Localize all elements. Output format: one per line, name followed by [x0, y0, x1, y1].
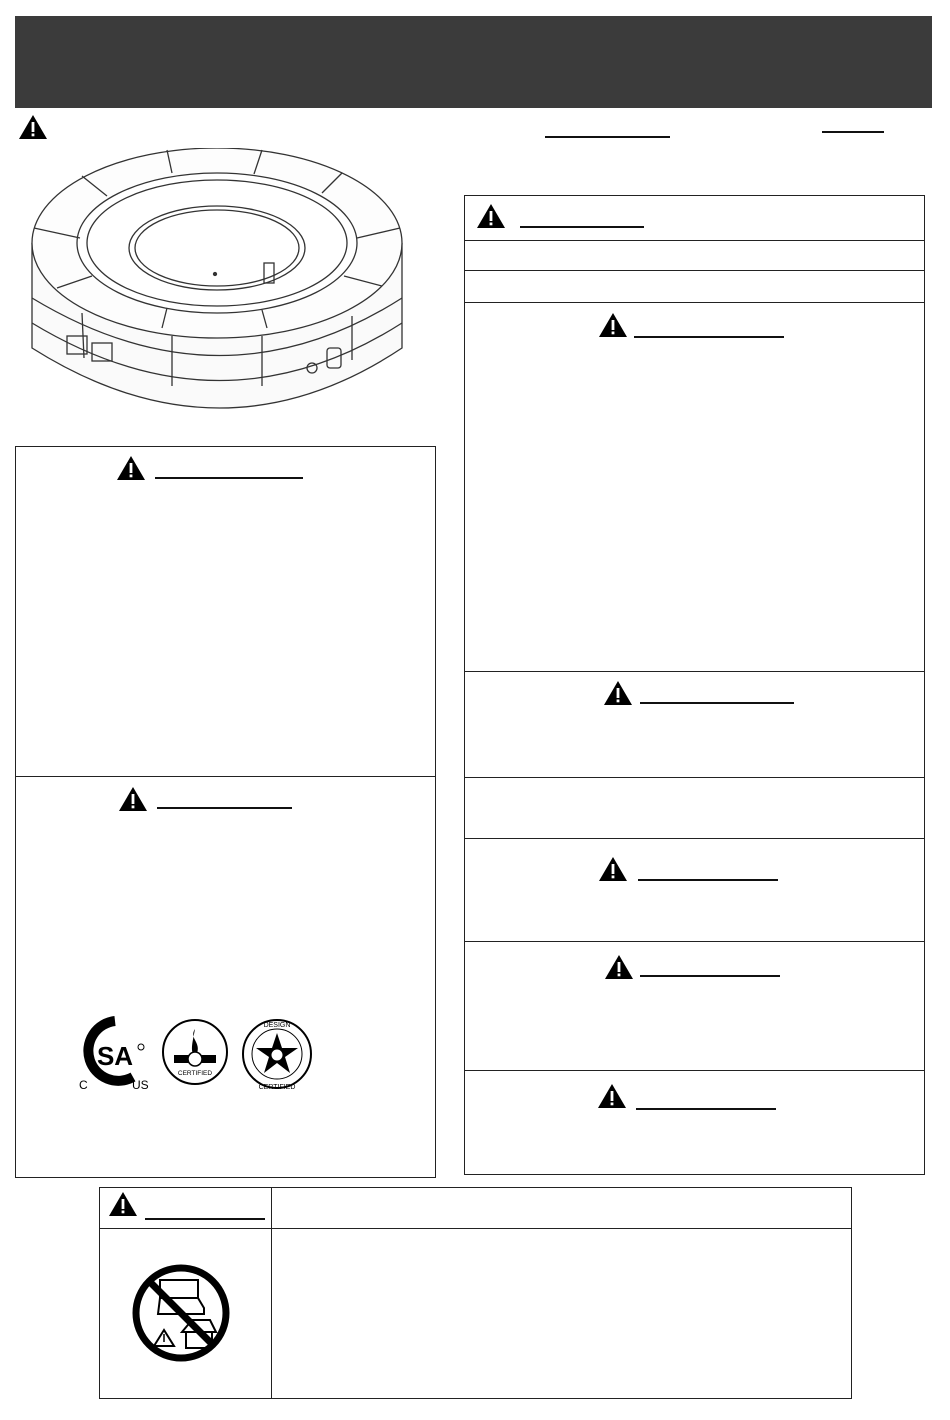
no-indoor-use-icon	[130, 1262, 232, 1364]
heading-underline	[640, 975, 780, 977]
warning-triangle-icon	[116, 455, 146, 481]
heading-underline	[157, 807, 292, 809]
certified-seal-logo	[160, 1017, 234, 1091]
divider	[464, 671, 925, 672]
heading-underline	[155, 477, 303, 479]
heading-underline	[145, 1218, 265, 1220]
warning-triangle-icon	[18, 114, 48, 140]
divider	[271, 1187, 272, 1399]
certified-text: CERTIFIED	[177, 1070, 213, 1077]
design-text: DESIGN	[263, 1022, 291, 1029]
csa-country-right: US	[132, 1078, 149, 1092]
heading-underline	[545, 136, 670, 138]
divider	[464, 777, 925, 778]
csa-country-left: C	[79, 1078, 88, 1092]
heading-underline	[636, 1108, 776, 1110]
heading-underline	[640, 702, 794, 704]
divider	[464, 270, 925, 271]
heading-underline	[634, 336, 784, 338]
warning-triangle-icon	[598, 312, 628, 338]
svg-text:SA: SA	[96, 1041, 134, 1071]
safety-info-box	[464, 195, 925, 1175]
design-certified-logo	[240, 1017, 316, 1093]
divider	[464, 838, 925, 839]
divider	[99, 1228, 852, 1229]
warning-triangle-icon	[603, 680, 633, 706]
warning-triangle-icon	[604, 954, 634, 980]
header-bar	[15, 16, 932, 108]
heading-underline	[638, 879, 778, 881]
warning-triangle-icon	[476, 203, 506, 229]
divider	[15, 776, 436, 777]
divider	[464, 1070, 925, 1071]
warning-triangle-icon	[108, 1191, 138, 1217]
heading-underline	[822, 131, 884, 133]
warning-triangle-icon	[597, 1083, 627, 1109]
warning-triangle-icon	[598, 856, 628, 882]
divider	[464, 240, 925, 241]
warning-triangle-icon	[118, 786, 148, 812]
fire-pit-illustration	[22, 148, 422, 433]
heading-underline	[520, 226, 644, 228]
divider	[464, 302, 925, 303]
certified-bottom-text: CERTIFIED	[258, 1084, 296, 1091]
divider	[464, 941, 925, 942]
